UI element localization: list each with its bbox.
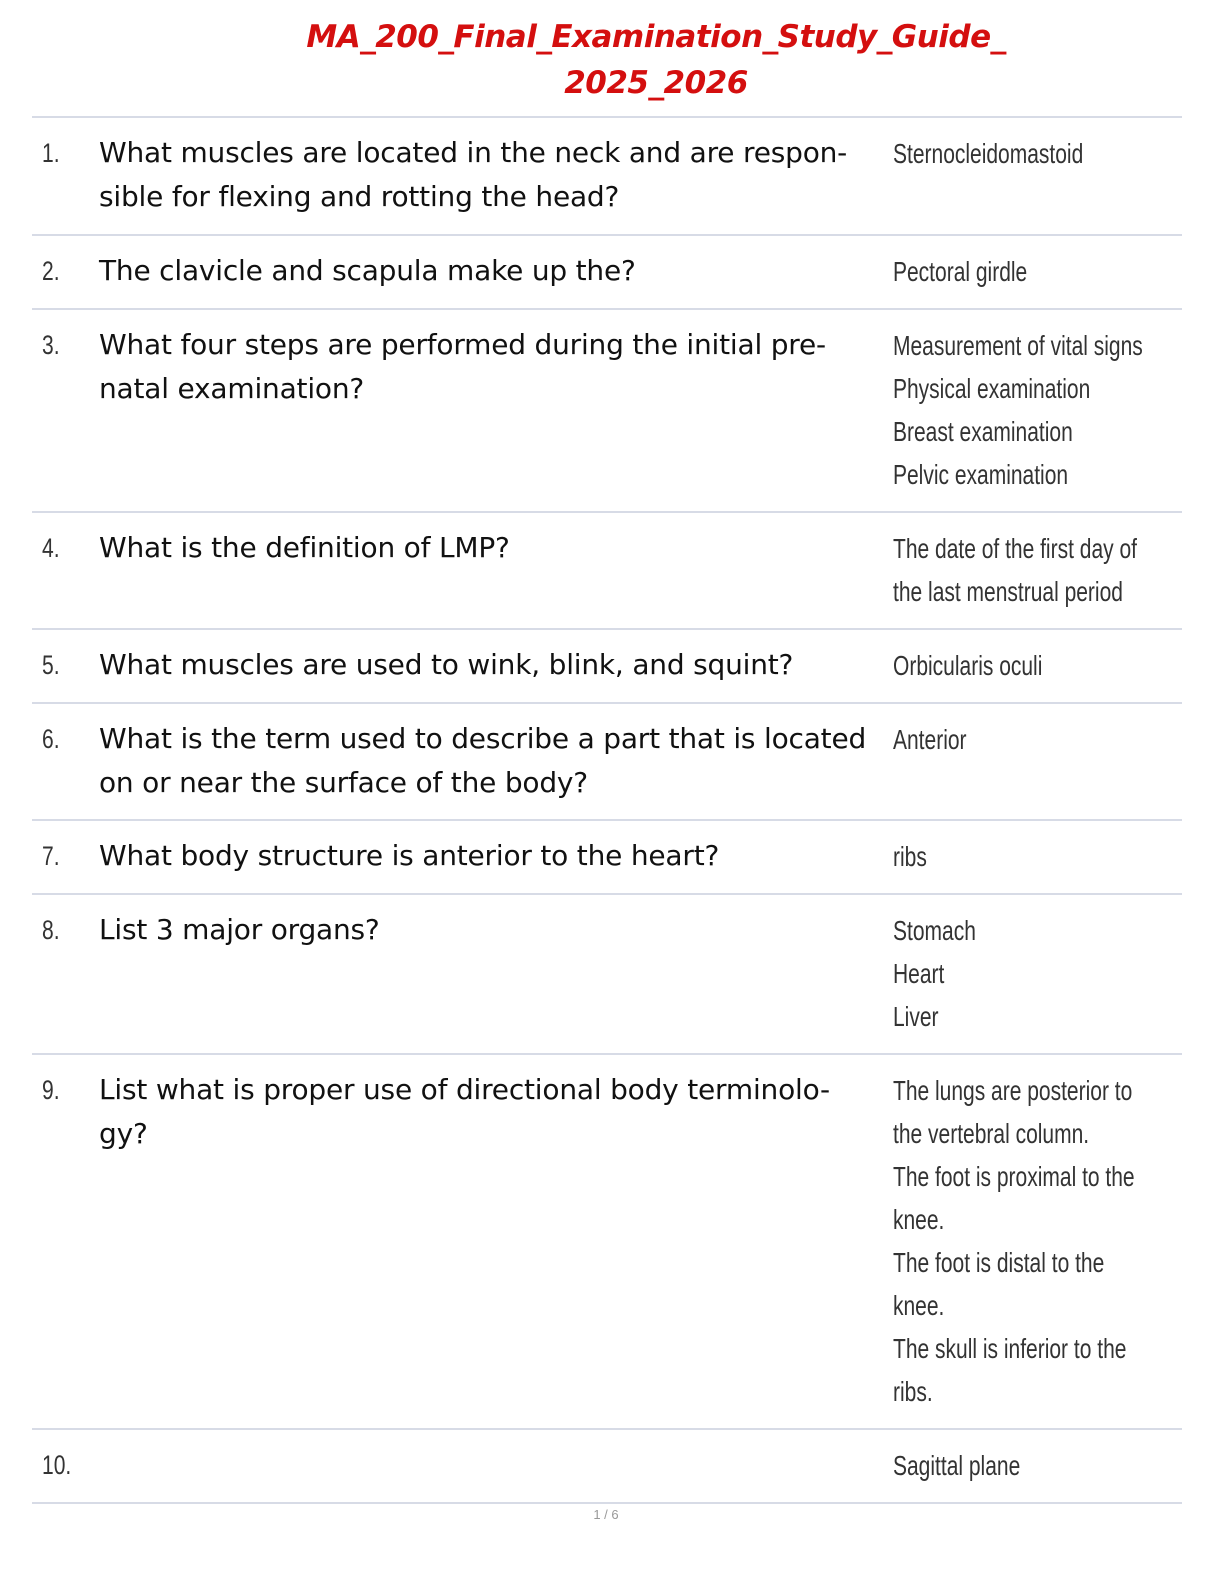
question-line: What muscles are used to wink, blink, and squint? [99,648,794,681]
qa-row [32,310,1182,513]
answer-line: The foot is distal to the [893,1247,1105,1278]
question-line: List 3 major organs? [99,913,380,946]
answer-text [893,527,1224,613]
answer-text [893,718,1224,761]
question-text [99,249,889,293]
page-indicator: 1 / 6 [593,1507,619,1522]
qa-row [32,821,1182,895]
item-number: 2. [42,256,60,286]
qa-row [32,895,1182,1055]
answer-line: Liver [893,1001,939,1032]
question-text [99,1068,889,1155]
answer-line: the last menstrual period [893,576,1123,607]
answer-line: Sternocleidomastoid [893,138,1084,169]
question-line: The clavicle and scapula make up the? [99,254,636,287]
question-text [99,526,889,570]
answer-text [893,644,1224,687]
answer-line: Breast examination [893,416,1073,447]
question-line: What four steps are performed during the initial pre- [99,328,826,361]
answer-line: Heart [893,958,945,989]
question-line: on or near the surface of the body? [99,765,588,799]
question-line: List what is proper use of directional body terminolo- [99,1073,830,1106]
qa-row [32,630,1182,704]
qa-row [32,704,1182,821]
item-number: 6. [42,724,60,754]
question-text [99,908,889,952]
question-line: What body structure is anterior to the heart? [99,839,720,872]
qa-row [32,513,1182,630]
qa-row [32,1055,1182,1430]
qa-row [32,1430,1182,1504]
answer-line: Anterior [893,724,967,755]
qa-row [32,118,1182,236]
qa-list [32,116,1182,1504]
answer-line: The foot is proximal to the [893,1161,1135,1192]
question-text [99,131,889,218]
answer-text [893,324,1224,496]
question-text [99,323,889,410]
answer-line: Stomach [893,915,976,946]
question-text [99,834,889,878]
answer-line: The lungs are posterior to [893,1075,1133,1106]
answer-line: ribs. [893,1376,933,1407]
answer-line: Measurement of vital signs [893,330,1143,361]
answer-text [893,835,1224,878]
question-line: What muscles are located in the neck and are respon- [99,136,848,169]
answer-line: knee. [893,1204,945,1235]
question-line: What is the term used to describe a part that is located [99,722,867,755]
answer-line: Pectoral girdle [893,256,1028,287]
answer-line: Sagittal plane [893,1450,1021,1481]
answer-line: Orbicularis oculi [893,650,1043,681]
item-number: 9. [42,1075,60,1105]
question-text [99,717,889,804]
item-number: 4. [42,533,60,563]
item-number: 8. [42,915,60,945]
answer-line: The date of the first day of [893,533,1137,564]
answer-line: the vertebral column. [893,1118,1090,1149]
question-line: natal examination? [99,371,365,405]
answer-text [893,132,1224,175]
answer-text [893,1444,1224,1487]
answer-text [893,1069,1224,1413]
answer-line: ribs [893,841,927,872]
item-number: 3. [42,330,60,360]
answer-line: Physical examination [893,373,1091,404]
question-line: gy? [99,1116,148,1150]
item-number: 1. [42,138,60,168]
answer-line: knee. [893,1290,945,1321]
item-number: 10. [42,1450,72,1480]
document-title [0,14,1224,106]
title-line-2: 2025_2026 [564,65,748,101]
answer-line: Pelvic examination [893,459,1069,490]
question-text [99,643,889,687]
answer-text [893,909,1224,1038]
qa-row [32,236,1182,310]
answer-text [893,250,1224,293]
answer-line: The skull is inferior to the [893,1333,1127,1364]
item-number: 7. [42,841,60,871]
question-line: sible for flexing and rotting the head? [99,179,620,213]
item-number: 5. [42,650,60,680]
question-line: What is the definition of LMP? [99,531,510,564]
title-line-1: MA_200_Final_Examination_Study_Guide_ [306,19,1006,55]
